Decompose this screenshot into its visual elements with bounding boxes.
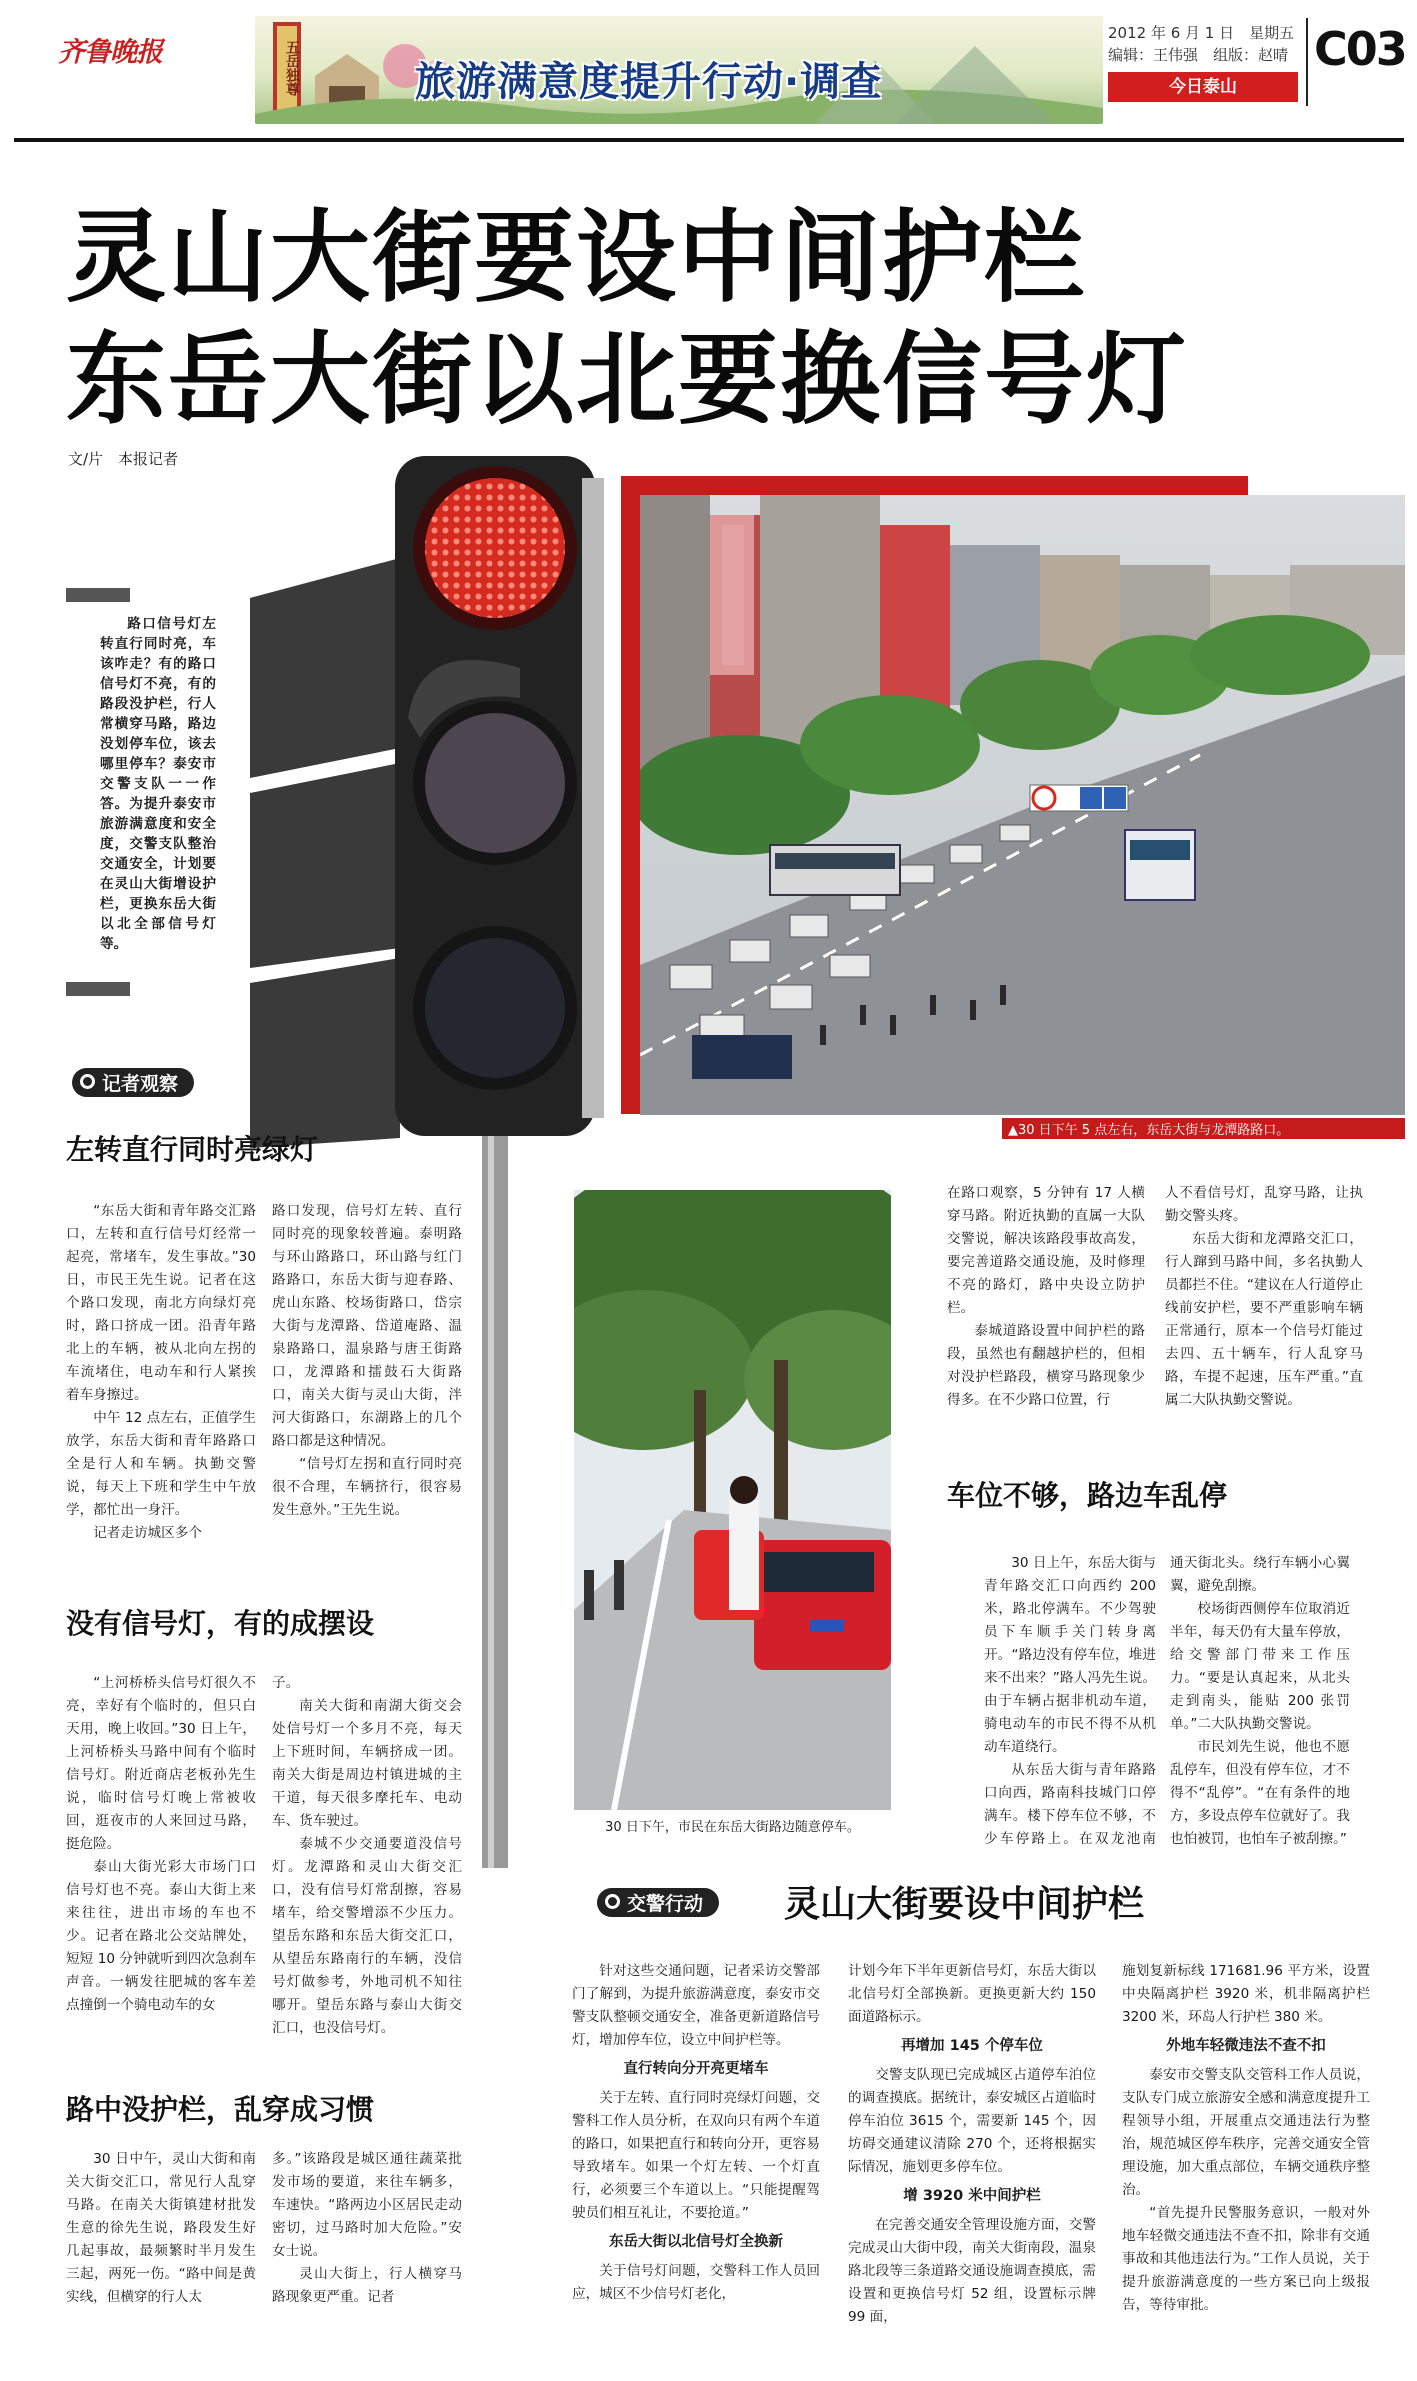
- photo1-caption: ▲30 日下午 5 点左右，东岳大街与龙潭路路口。: [1002, 1118, 1405, 1139]
- sub4-title: 车位不够，路边车乱停: [947, 1479, 1228, 1512]
- photo2-scene: [574, 1190, 891, 1810]
- section2-col-b: 计划今年下半年更新信号灯，东岳大街以北信号灯全部换新。更换更新大约 150 面道路标示。 再增加 145 个停车位 交警支队现已完成城区占道停车泊位的调查摸底。据统计，泰安城区占道临时停车泊位 3615 个，需要新 145 个，因坊碍交通建议清除 270 个，还将根据实际情况，施划更多停车位。 增 3920 米中间护栏 在完善交通安全管理设施方面，交警完成灵山大街中段，南关大街南段，温泉路北段等三条道路交通设施调查摸底，需设置和更换信号灯 52 组，设置标示牌 99 面，: [848, 1963, 1096, 2325]
- sub2-title: 没有信号灯，有的成摆设: [66, 1607, 375, 1640]
- paper-name: 齐鲁晚报: [58, 37, 162, 68]
- lead-text: 路口信号灯左转直行同时亮，车该咋走？有的路口信号灯不亮，有的路段没护栏，行人常横穿马路，路边没划停车位，该去哪里停车？泰安市交警支队一一作答。为提升泰安市旅游满意度和安全度，交警支队整治交通安全，计划要在灵山大街增设护栏，更换东岳大街以北全部信号灯等。: [100, 616, 216, 952]
- sub2-col-a: “上河桥桥头信号灯很久不亮，幸好有个临时的，但只白天用，晚上收回。”30 日上午，上河桥桥头马路中间有个临时信号灯。附近商店老板孙先生说，临时信号灯晚上常被收回，逛夜市的人来回过马路，挺危险。 泰山大街光彩大市场门口信号灯也不亮。泰山大街上来来往往，进出市场的车也不少。记者在路北公交站牌处，短短 10 分钟就听到四次急刹车声音。一辆发往肥城的客车差点撞倒一个骑电动车的女: [66, 1675, 256, 2013]
- sub2-col-b: 子。 南关大街和南湖大街交会处信号灯一个多月不亮，每天上下班时间，车辆挤成一团。南关大街是周边村镇进城的主干道，每天很多摩托车、电动车、货车驶过。 泰城不少交通要道没信号灯。龙潭路和灵山大街交汇口，没有信号灯常刮擦，容易堵车，给交警增添不少压力。望岳东路和东岳大街交汇口，从望岳东路南行的车辆，没信号灯做参考，外地司机不知往哪开。望岳东路与泰山大街交汇口，也没信号灯。: [272, 1675, 462, 2036]
- sub-more-parking: 再增加 145 个停车位: [901, 2038, 1043, 2054]
- upper-right-col-a: 在路口观察，5 分钟有 17 人横穿马路。附近执勤的直属一大队交警说，解决该路段事故高发，要完善道路交通设施，及时修理不亮的路灯，路中央设立防护栏。 泰城道路设置中间护栏的路段，虽然也有翻越护栏的，但相对没护栏路段，横穿马路现象少得多。在不少路口位置，行: [947, 1185, 1145, 1408]
- banner-sign: 五岳独尊: [284, 40, 300, 96]
- photo-roadside-parking: [574, 1190, 891, 1810]
- section-banner: 旅游满意度提升行动·调查: [415, 59, 883, 105]
- section2-col-a: 针对这些交通问题，记者采访交警部门了解到，为提升旅游满意度，泰安市交警支队整顿交通安全，准备更新道路信号灯，增加停车位，设立中间护栏等。 直行转向分开亮更堵车 关于左转、直行同时亮绿灯问题，交警科工作人员分析，在双向只有两个车道的路口，如果把直行和转向分开，更容易导致堵车。如果一个灯左转、一个灯直行，必须要三个车道以上。“只能提醒驾驶员们相互礼让，不要抢道。” 东岳大街以北信号灯全换新 关于信号灯问题，交警科工作人员回应，城区不少信号灯老化，: [572, 1963, 820, 2302]
- section2-title: 灵山大街要设中间护栏: [784, 1884, 1145, 1925]
- banner-image: [255, 16, 1103, 124]
- sub3-title: 路中没护栏，乱穿成习惯: [66, 2093, 375, 2126]
- sub-new-lights: 东岳大街以北信号灯全换新: [609, 2234, 783, 2250]
- upper-right-col-b: 人不看信号灯，乱穿马路，让执勤交警头疼。 东岳大街和龙潭路交汇口，行人蹿到马路中间，多名执勤人员都拦不住。“建议在人行道停止线前安护栏，要不严重影响车辆正常通行，原本一个信号灯能过去四、五十辆车，行人乱穿马路，车提不起速，压车严重。”直属二大队执勤交警说。: [1165, 1185, 1363, 1408]
- sub1-title: 左转直行同时亮绿灯: [66, 1133, 319, 1166]
- photo2-caption: 30 日下午，市民在东岳大街路边随意停车。: [605, 1820, 860, 1835]
- headline-line-1: 灵山大街要设中间护栏: [66, 199, 1086, 316]
- lead-box: [66, 588, 216, 1003]
- masthead-divider: [1306, 18, 1308, 106]
- page-code: C03: [1314, 22, 1406, 76]
- sub1-col-a: “东岳大街和青年路交汇路口，左转和直行信号灯经常一起亮，常堵车，发生事故。”30 日，市民王先生说。记者在这个路口发现，南北方向绿灯亮时，路口挤成一团。沿青年路北上的车辆，被从北向左拐的车流堵住，电动车和行人紧挨着车身擦过。 中午 12 点左右，正值学生放学，东岳大街和青年路路口全是行人和车辆。执勤交警说，每天上下班和学生中午放学，都忙出一身汗。 记者走访城区多个: [66, 1203, 256, 1541]
- sub4-col-b: 通天街北头。绕行车辆小心翼翼，避免刮擦。 校场街西侧停车位取消近半年，每天仍有大量车停放，给交警部门带来工作压力。“要是认真起来，从北头走到南头，能贴 200 张罚单。”二大队执勤交警说。 市民刘先生说，他也不愿乱停车，但没有停车位，才不得不“乱停”。“在有条件的地方，多设点停车位就好了。我也怕被罚，也怕车子被刮擦。”: [1170, 1555, 1350, 1847]
- section-tag: 今日泰山: [1108, 72, 1298, 102]
- sub-out-of-town-cars: 外地车轻微违法不查不扣: [1166, 2038, 1326, 2054]
- section2-col-c: 施划复新标线 171681.96 平方米，设置中央隔离护栏 3920 米，机非隔离护栏 3200 米，环岛人行护栏 380 米。 外地车轻微违法不查不扣 泰安市交警支队交管科工作人员说，支队专门成立旅游安全感和满意度提升工程领导小组，开展重点交通违法行为整治，规范城区停车秩序，完善交通安全管理设施，加大重点部位，车辆交通秩序整治。 “首先提升民警服务意识，一般对外地车轻微交通违法不查不扣，除非有交通事故和其他违法行为。”工作人员说，关于提升旅游满意度的一些方案已向上级报告，等待审批。: [1122, 1963, 1370, 2313]
- masthead: [0, 0, 1417, 130]
- lead-top-bar: [66, 588, 130, 602]
- headline-line-2: 东岳大街以北要换信号灯: [66, 321, 1188, 438]
- sub-median-fence: 增 3920 米中间护栏: [903, 2188, 1041, 2204]
- reporter-kicker: 记者观察: [72, 1068, 194, 1097]
- sub-separate-lights: 直行转向分开亮更堵车: [623, 2061, 769, 2077]
- sub3-col-a: 30 日中午，灵山大街和南关大街交汇口，常见行人乱穿马路。在南关大街镇建材批发生意的徐先生说，路段发生好几起事故，最频繁时半月发生三起，两死一伤。“路中间是黄实线，但横穿的行人太: [66, 2151, 256, 2305]
- photo-street-intersection: [640, 495, 1405, 1115]
- sub3-col-b: 多。”该路段是城区通往蔬菜批发市场的要道，来往车辆多，车速快。“路两边小区居民走动密切，过马路时加大危险。”安女士说。 灵山大街上，行人横穿马路现象更严重。记者: [272, 2151, 462, 2305]
- masthead-rule: [14, 138, 1404, 142]
- editors-line: 编辑：王伟强 组版：赵晴: [1108, 46, 1289, 64]
- lead-bottom-bar: [66, 982, 130, 996]
- paper-logo: [58, 30, 170, 66]
- sub4-col-a: 30 日上午，东岳大街与青年路交汇口向西约 200 米，路北停满车。不少驾驶员下车顺手关门转身离开。“路边没有停车位，堆进来不出来？”路人冯先生说。由于车辆占据非机动车道，骑电动车的市民不得不从机动车道绕行。 从东岳大街与青年路路口向西，路南科技城门口停满车。楼下停车位不够，不少车停路上。在双龙池南: [984, 1555, 1156, 1847]
- date-line: 2012 年 6 月 1 日 星期五: [1108, 24, 1295, 42]
- photo1-scene: [640, 495, 1405, 1115]
- police-kicker: 交警行动: [597, 1888, 719, 1917]
- byline: 文/片 本报记者: [68, 450, 179, 468]
- sub1-col-b: 路口发现，信号灯左转、直行同时亮的现象较普遍。泰明路与环山路路口，环山路与红门路路口，东岳大街与迎春路、虎山东路、校场街路口，岱宗大街与龙潭路、岱道庵路、温泉路路口，温泉路与唐王街路口，龙潭路和擂鼓石大街路口，南关大街与灵山大街，泮河大街路口，东湖路上的几个路口都是这种情况。 “信号灯左拐和直行同时亮很不合理，车辆挤行，很容易发生意外。”王先生说。: [272, 1203, 462, 1518]
